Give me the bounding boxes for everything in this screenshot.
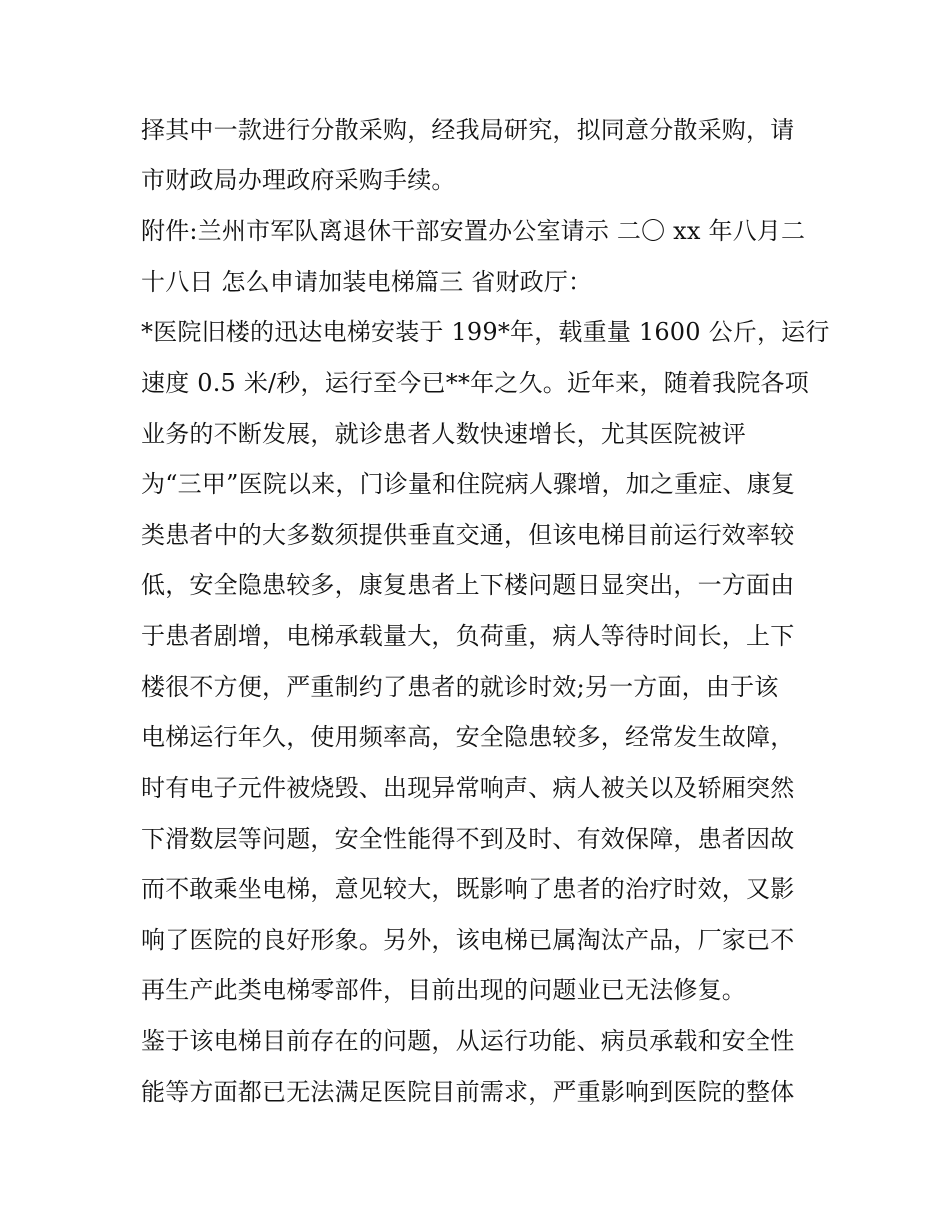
text-line: 下滑数层等问题，安全性能得不到及时、有效保障，患者因故 (141, 825, 795, 853)
text-line: 附件:兰州市军队离退休干部安置办公室请示 二〇 xx 年八月二 (141, 217, 806, 245)
text-line: 类患者中的大多数须提供垂直交通，但该电梯目前运行效率较 (141, 521, 795, 549)
text-line: 鉴于该电梯目前存在的问题，从运行功能、病员承载和安全性 (141, 1027, 795, 1055)
text-line: 能等方面都已无法满足医院目前需求，严重影响到医院的整体 (141, 1078, 795, 1106)
text-line: 低，安全隐患较多，康复患者上下楼问题日显突出，一方面由 (141, 571, 795, 599)
text-line: 择其中一款进行分散采购，经我局研究，拟同意分散采购，请 (141, 116, 795, 144)
text-line: *医院旧楼的迅达电梯安装于 199*年，载重量 1600 公斤，运行 (141, 318, 830, 346)
text-line: 十八日 怎么申请加装电梯篇三 省财政厅： (141, 268, 593, 296)
text-line: 于患者剧增，电梯承载量大，负荷重，病人等待时间长，上下 (141, 622, 795, 650)
text-line: 楼很不方便，严重制约了患者的就诊时效;另一方面，由于该 (141, 673, 779, 701)
text-line: 而不敢乘坐电梯，意见较大，既影响了患者的治疗时效，又影 (141, 875, 795, 903)
text-line: 响了医院的良好形象。另外，该电梯已属淘汰产品，厂家已不 (141, 926, 795, 954)
text-line: 再生产此类电梯零部件，目前出现的问题业已无法修复。 (141, 976, 746, 1004)
text-line: 电梯运行年久，使用频率高，安全隐患较多，经常发生故障， (141, 723, 795, 751)
text-line: 为“三甲”医院以来，门诊量和住院病人骤增，加之重症、康复 (141, 470, 796, 498)
text-line: 业务的不断发展，就诊患者人数快速增长，尤其医院被评 (141, 420, 746, 448)
text-line: 市财政局办理政府采购手续。 (141, 166, 456, 194)
text-line: 时有电子元件被烧毁、出现异常响声、病人被关以及轿厢突然 (141, 774, 795, 802)
text-line: 速度 0.5 米/秒，运行至今已**年之久。近年来，随着我院各项 (141, 369, 809, 397)
